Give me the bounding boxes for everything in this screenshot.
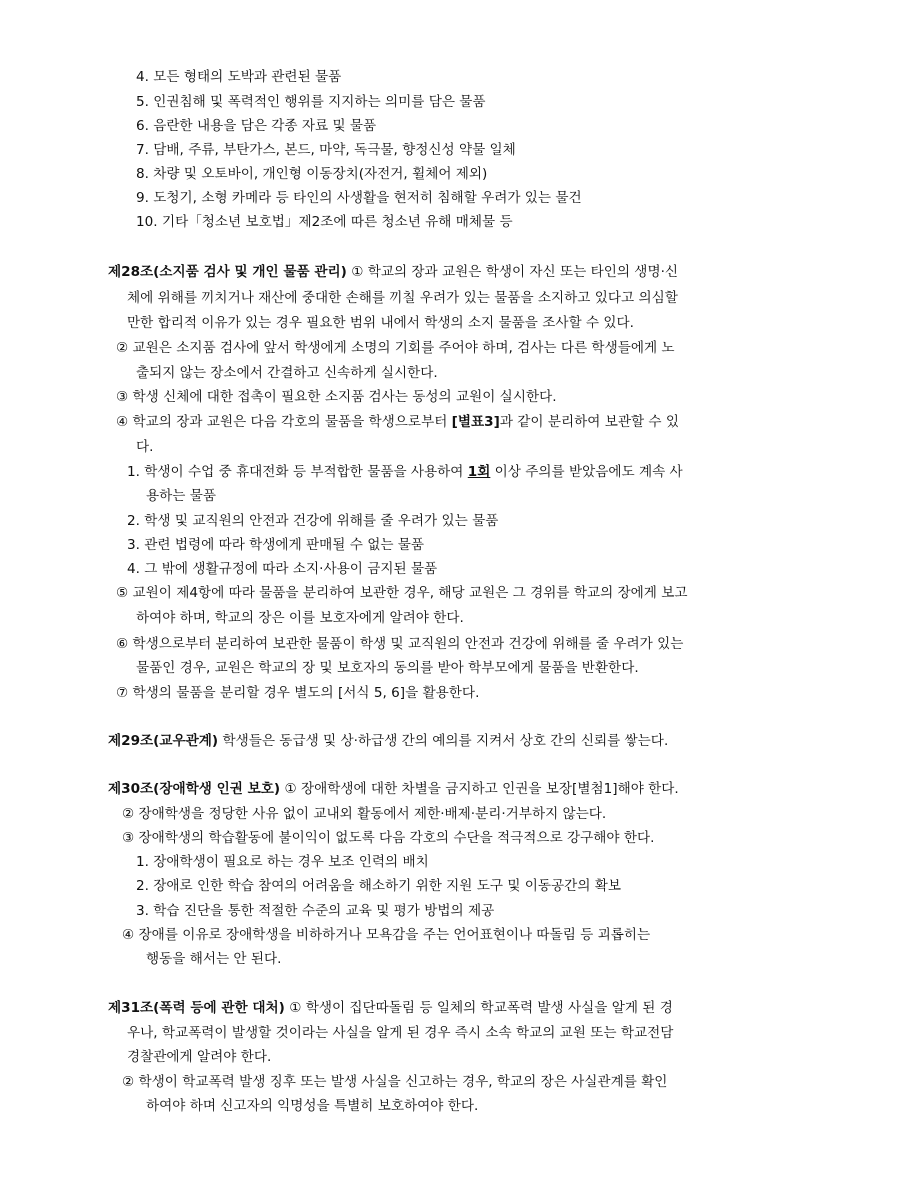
article-heading: 제31조(폭력 등에 관한 대처) xyxy=(108,1000,285,1016)
list-item: 3. 학습 진단을 통한 적절한 수준의 교육 및 평가 방법의 제공 xyxy=(136,903,495,919)
paragraph-line: 우나, 학교폭력이 발생할 것이라는 사실을 알게 된 경우 즉시 소속 학교의 교원 또는 학교전담 xyxy=(127,1025,674,1041)
list-item: 2. 학생 및 교직원의 안전과 건강에 위해를 줄 우려가 있는 물품 xyxy=(127,513,499,529)
paragraph-line: ④ 장애를 이유로 장애학생을 비하하거나 모욕감을 주는 언어표현이나 따돌림 등 괴롭히는 xyxy=(122,927,651,943)
list-item: 7. 담배, 주류, 부탄가스, 본드, 마약, 독극물, 향정신성 약물 일체 xyxy=(136,142,516,158)
list-item: 4. 그 밖에 생활규정에 따라 소지·사용이 금지된 물품 xyxy=(127,561,438,577)
list-item: 3. 관련 법령에 따라 학생에게 판매될 수 없는 물품 xyxy=(127,537,425,553)
paragraph-line xyxy=(116,416,679,430)
paragraph-line: 다. xyxy=(136,439,154,455)
list-item: 4. 모든 형태의 도박과 관련된 물품 xyxy=(136,69,342,85)
list-item: 8. 차량 및 오토바이, 개인형 이동장치(자전거, 휠체어 제외) xyxy=(136,166,488,182)
paragraph-text: ④ 학교의 장과 교원은 다음 각호의 물품을 학생으로부터 xyxy=(116,414,452,430)
paragraph-line: 행동을 해서는 안 된다. xyxy=(146,951,282,967)
list-item: 9. 도청기, 소형 카메라 등 타인의 사생활을 현저히 침해할 우려가 있는 물건 xyxy=(136,190,582,206)
paragraph-line: ② 학생이 학교폭력 발생 징후 또는 발생 사실을 신고하는 경우, 학교의 장은 사실관계를 확인 xyxy=(122,1074,668,1090)
paragraph-line: ③ 학생 신체에 대한 접촉이 필요한 소지품 검사는 동성의 교원이 실시한다. xyxy=(116,389,557,405)
article-30-first-line xyxy=(108,783,679,797)
emphasized-count: 1회 xyxy=(467,464,491,480)
list-item: 용하는 물품 xyxy=(146,488,216,504)
article-heading: 제28조(소지품 검사 및 개인 물품 관리) xyxy=(108,264,347,280)
list-item: 1. 장애학생이 필요로 하는 경우 보조 인력의 배치 xyxy=(136,854,429,870)
list-item: 6. 음란한 내용을 담은 각종 자료 및 물품 xyxy=(136,118,377,134)
article-heading: 제29조(교우관계) xyxy=(108,733,219,749)
paragraph-text: ① 학생이 집단따돌림 등 일체의 학교폭력 발생 사실을 알게 된 경 xyxy=(289,1000,673,1016)
paragraph-line: 물품인 경우, 교원은 학교의 장 및 보호자의 동의를 받아 학부모에게 물품을 반환한다. xyxy=(136,660,639,676)
list-item: 10. 기타「청소년 보호법」제2조에 따른 청소년 유해 매체물 등 xyxy=(136,214,513,230)
paragraph-line: 하여야 하며, 학교의 장은 이를 보호자에게 알려야 한다. xyxy=(136,610,464,626)
paragraph-line: ③ 장애학생의 학습활동에 불이익이 없도록 다음 각호의 수단을 적극적으로 강구해야 한다. xyxy=(122,830,655,846)
paragraph-line: 하여야 하며 신고자의 익명성을 특별히 보호하여야 한다. xyxy=(146,1098,479,1114)
paragraph-line: ⑤ 교원이 제4항에 따라 물품을 분리하여 보관한 경우, 해당 교원은 그 경위를 학교의 장에게 보고 xyxy=(116,585,688,601)
paragraph-text: 1. 학생이 수업 중 휴대전화 등 부적합한 물품을 사용하여 xyxy=(127,464,468,480)
appendix-reference: [별표3] xyxy=(451,414,500,430)
list-item: 2. 장애로 인한 학습 참여의 어려움을 해소하기 위한 지원 도구 및 이동공간의 확보 xyxy=(136,878,622,894)
paragraph-line: 체에 위해를 끼치거나 재산에 중대한 손해를 끼칠 우려가 있는 물품을 소지하고 있다고 의심할 xyxy=(127,290,678,306)
article-heading: 제30조(장애학생 인권 보호) xyxy=(108,781,281,797)
paragraph-line: ② 교원은 소지품 검사에 앞서 학생에게 소명의 기회를 주어야 하며, 검사는 다른 학생들에게 노 xyxy=(116,340,675,356)
paragraph-text: ① 장애학생에 대한 차별을 금지하고 인권을 보장[별첨1]해야 한다. xyxy=(280,781,679,797)
paragraph-text: 과 같이 분리하여 보관할 수 있 xyxy=(499,414,679,430)
article-28-first-line xyxy=(108,266,678,280)
paragraph-line: 경찰관에게 알려야 한다. xyxy=(127,1049,272,1065)
paragraph-text: ① 학교의 장과 교원은 학생이 자신 또는 타인의 생명·신 xyxy=(351,264,679,280)
list-item xyxy=(127,466,683,480)
paragraph-line: 만한 합리적 이유가 있는 경우 필요한 범위 내에서 학생의 소지 물품을 조사할 수 있다. xyxy=(127,315,634,331)
paragraph-text: 학생들은 동급생 및 상·하급생 간의 예의를 지켜서 상호 간의 신뢰를 쌓는다. xyxy=(218,733,669,749)
paragraph-line: 출되지 않는 장소에서 간결하고 신속하게 실시한다. xyxy=(136,365,438,381)
paragraph-line: ② 장애학생을 정당한 사유 없이 교내외 활동에서 제한·배제·분리·거부하지 않는다. xyxy=(122,806,607,822)
paragraph-text: 이상 주의를 받았음에도 계속 사 xyxy=(490,464,683,480)
article-29 xyxy=(108,735,668,749)
paragraph-line: ⑥ 학생으로부터 분리하여 보관한 물품이 학생 및 교직원의 안전과 건강에 위해를 줄 우려가 있는 xyxy=(116,636,684,652)
list-item: 5. 인권침해 및 폭력적인 행위를 지지하는 의미를 담은 물품 xyxy=(136,94,486,110)
paragraph-line: ⑦ 학생의 물품을 분리할 경우 별도의 [서식 5, 6]을 활용한다. xyxy=(116,685,480,701)
article-31-first-line xyxy=(108,1002,673,1016)
